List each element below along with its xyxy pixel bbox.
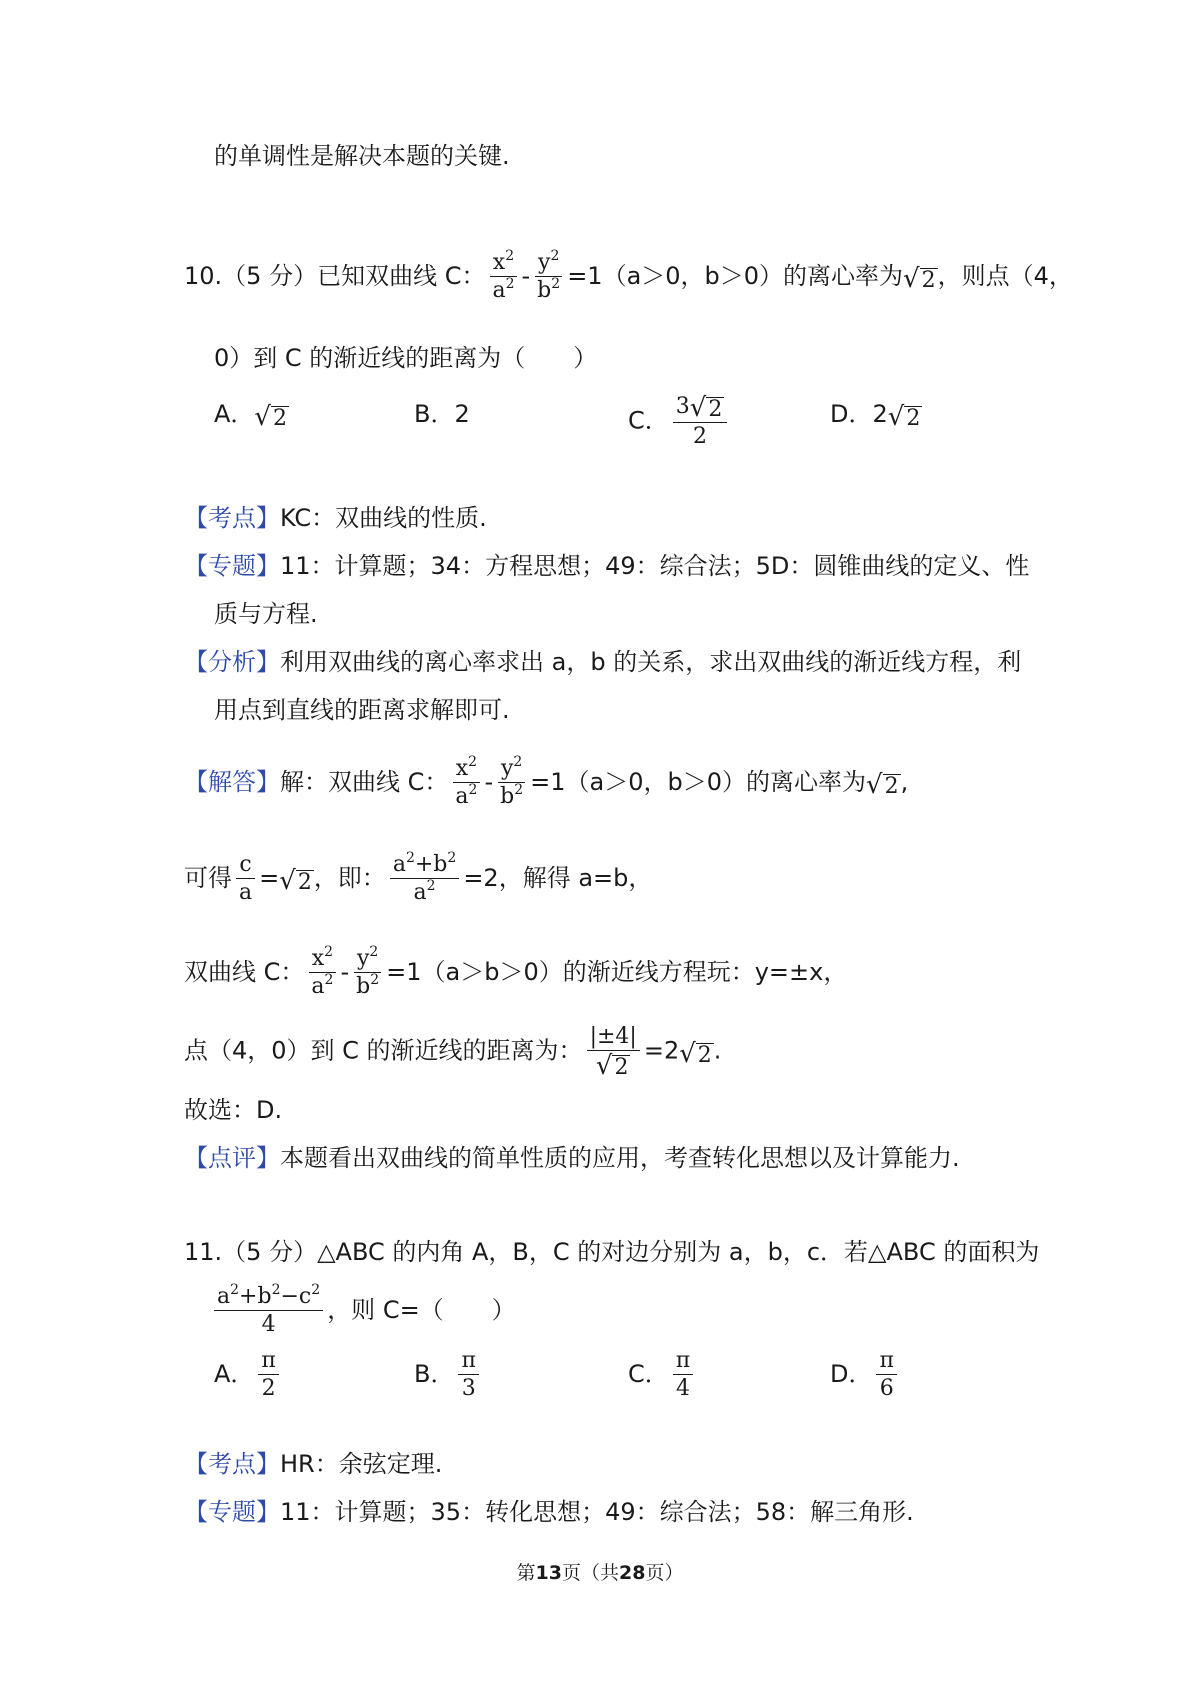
q11-stem-line2: $\frac{a^2+b^2-c^2}{4}$ ，则 C=（ ） bbox=[210, 1284, 516, 1338]
q10-zhuanti-line1: 【专题】11：计算题；34：方程思想；49：综合法；5D：圆锥曲线的定义、性 bbox=[184, 552, 1030, 580]
q10-stem-line2: 0）到 C 的渐近线的距离为（ ） bbox=[214, 344, 598, 372]
q11-option-d: D． $\frac{\pi}{6}$ bbox=[830, 1348, 901, 1402]
page-footer: 第13页（共28页） bbox=[516, 1562, 684, 1584]
q10-option-d: D．2 √ 2 bbox=[830, 400, 921, 432]
q10-jieda-line1: 【解答】解：双曲线 C： $\frac{x^2}{a^2}$ - $\frac{y^2}{b^2}$ =1（a＞0，b＞0）的离心率为 √ 2 , bbox=[184, 754, 909, 810]
q10-option-c: C． 3 √ 2 2 bbox=[628, 394, 731, 449]
q11-option-a: A． $\frac{\pi}{2}$ bbox=[214, 1348, 283, 1402]
q10-fenxi-line1: 【分析】利用双曲线的离心率求出 a，b 的关系，求出双曲线的渐近线方程，利 bbox=[184, 648, 1022, 676]
q10-jieda-step4: 点（4，0）到 C 的渐近线的距离为： |±4| √ 2 =2 √ 2 . bbox=[184, 1024, 722, 1082]
q10-stem-line1: 10.（5 分）已知双曲线 C： $\frac{x^2}{a^2}$ - $\frac{y^2}{b^2}$ =1（a＞0，b＞0）的离心率为 √ 2 ，则点（4， bbox=[184, 248, 1073, 304]
q11-kaodian: 【考点】HR：余弦定理. bbox=[184, 1450, 443, 1478]
q11-zhuanti: 【专题】11：计算题；35：转化思想；49：综合法；58：解三角形. bbox=[184, 1498, 914, 1526]
q10-option-a: A． √ 2 bbox=[214, 400, 287, 432]
q11-option-c: C． $\frac{\pi}{4}$ bbox=[628, 1348, 697, 1402]
q10-frac-x: $\frac{x^2}{a^2}$ bbox=[489, 250, 517, 304]
q11-stem-line1: 11.（5 分）△ABC 的内角 A，B，C 的对边分别为 a，b，c．若△ABC 的面积为 bbox=[184, 1238, 1040, 1266]
continuation-text: 的单调性是解决本题的关键. bbox=[214, 142, 510, 170]
q10-zhuanti-line2: 质与方程. bbox=[214, 600, 318, 628]
sqrt-2: √ 2 bbox=[903, 263, 936, 294]
q10-fenxi-line2: 用点到直线的距离求解即可. bbox=[214, 696, 510, 724]
q10-kaodian: 【考点】KC：双曲线的性质. bbox=[184, 504, 487, 532]
q10-jieda-step3: 双曲线 C： $\frac{x^2}{a^2}$ - $\frac{y^2}{b^2}$ =1（a＞b＞0）的渐近线方程玩：y=±x， bbox=[184, 944, 848, 1000]
q10-frac-y: $\frac{y^2}{b^2}$ bbox=[534, 250, 563, 304]
q10-prefix: 10.（5 分）已知双曲线 C： bbox=[184, 261, 486, 290]
q10-option-b: B．2 bbox=[414, 400, 470, 428]
q10-dianping: 【点评】本题看出双曲线的简单性质的应用，考查转化思想以及计算能力. bbox=[184, 1144, 960, 1172]
q10-jieda-step2: 可得 $\frac{c}{a}$ = √ 2 ，即： $\frac{a^2+b^2}{a^2}$ =2，解得 a=b， bbox=[184, 850, 653, 906]
q10-guxuan: 故选：D. bbox=[184, 1096, 283, 1124]
q11-option-b: B． $\frac{\pi}{3}$ bbox=[414, 1348, 483, 1402]
